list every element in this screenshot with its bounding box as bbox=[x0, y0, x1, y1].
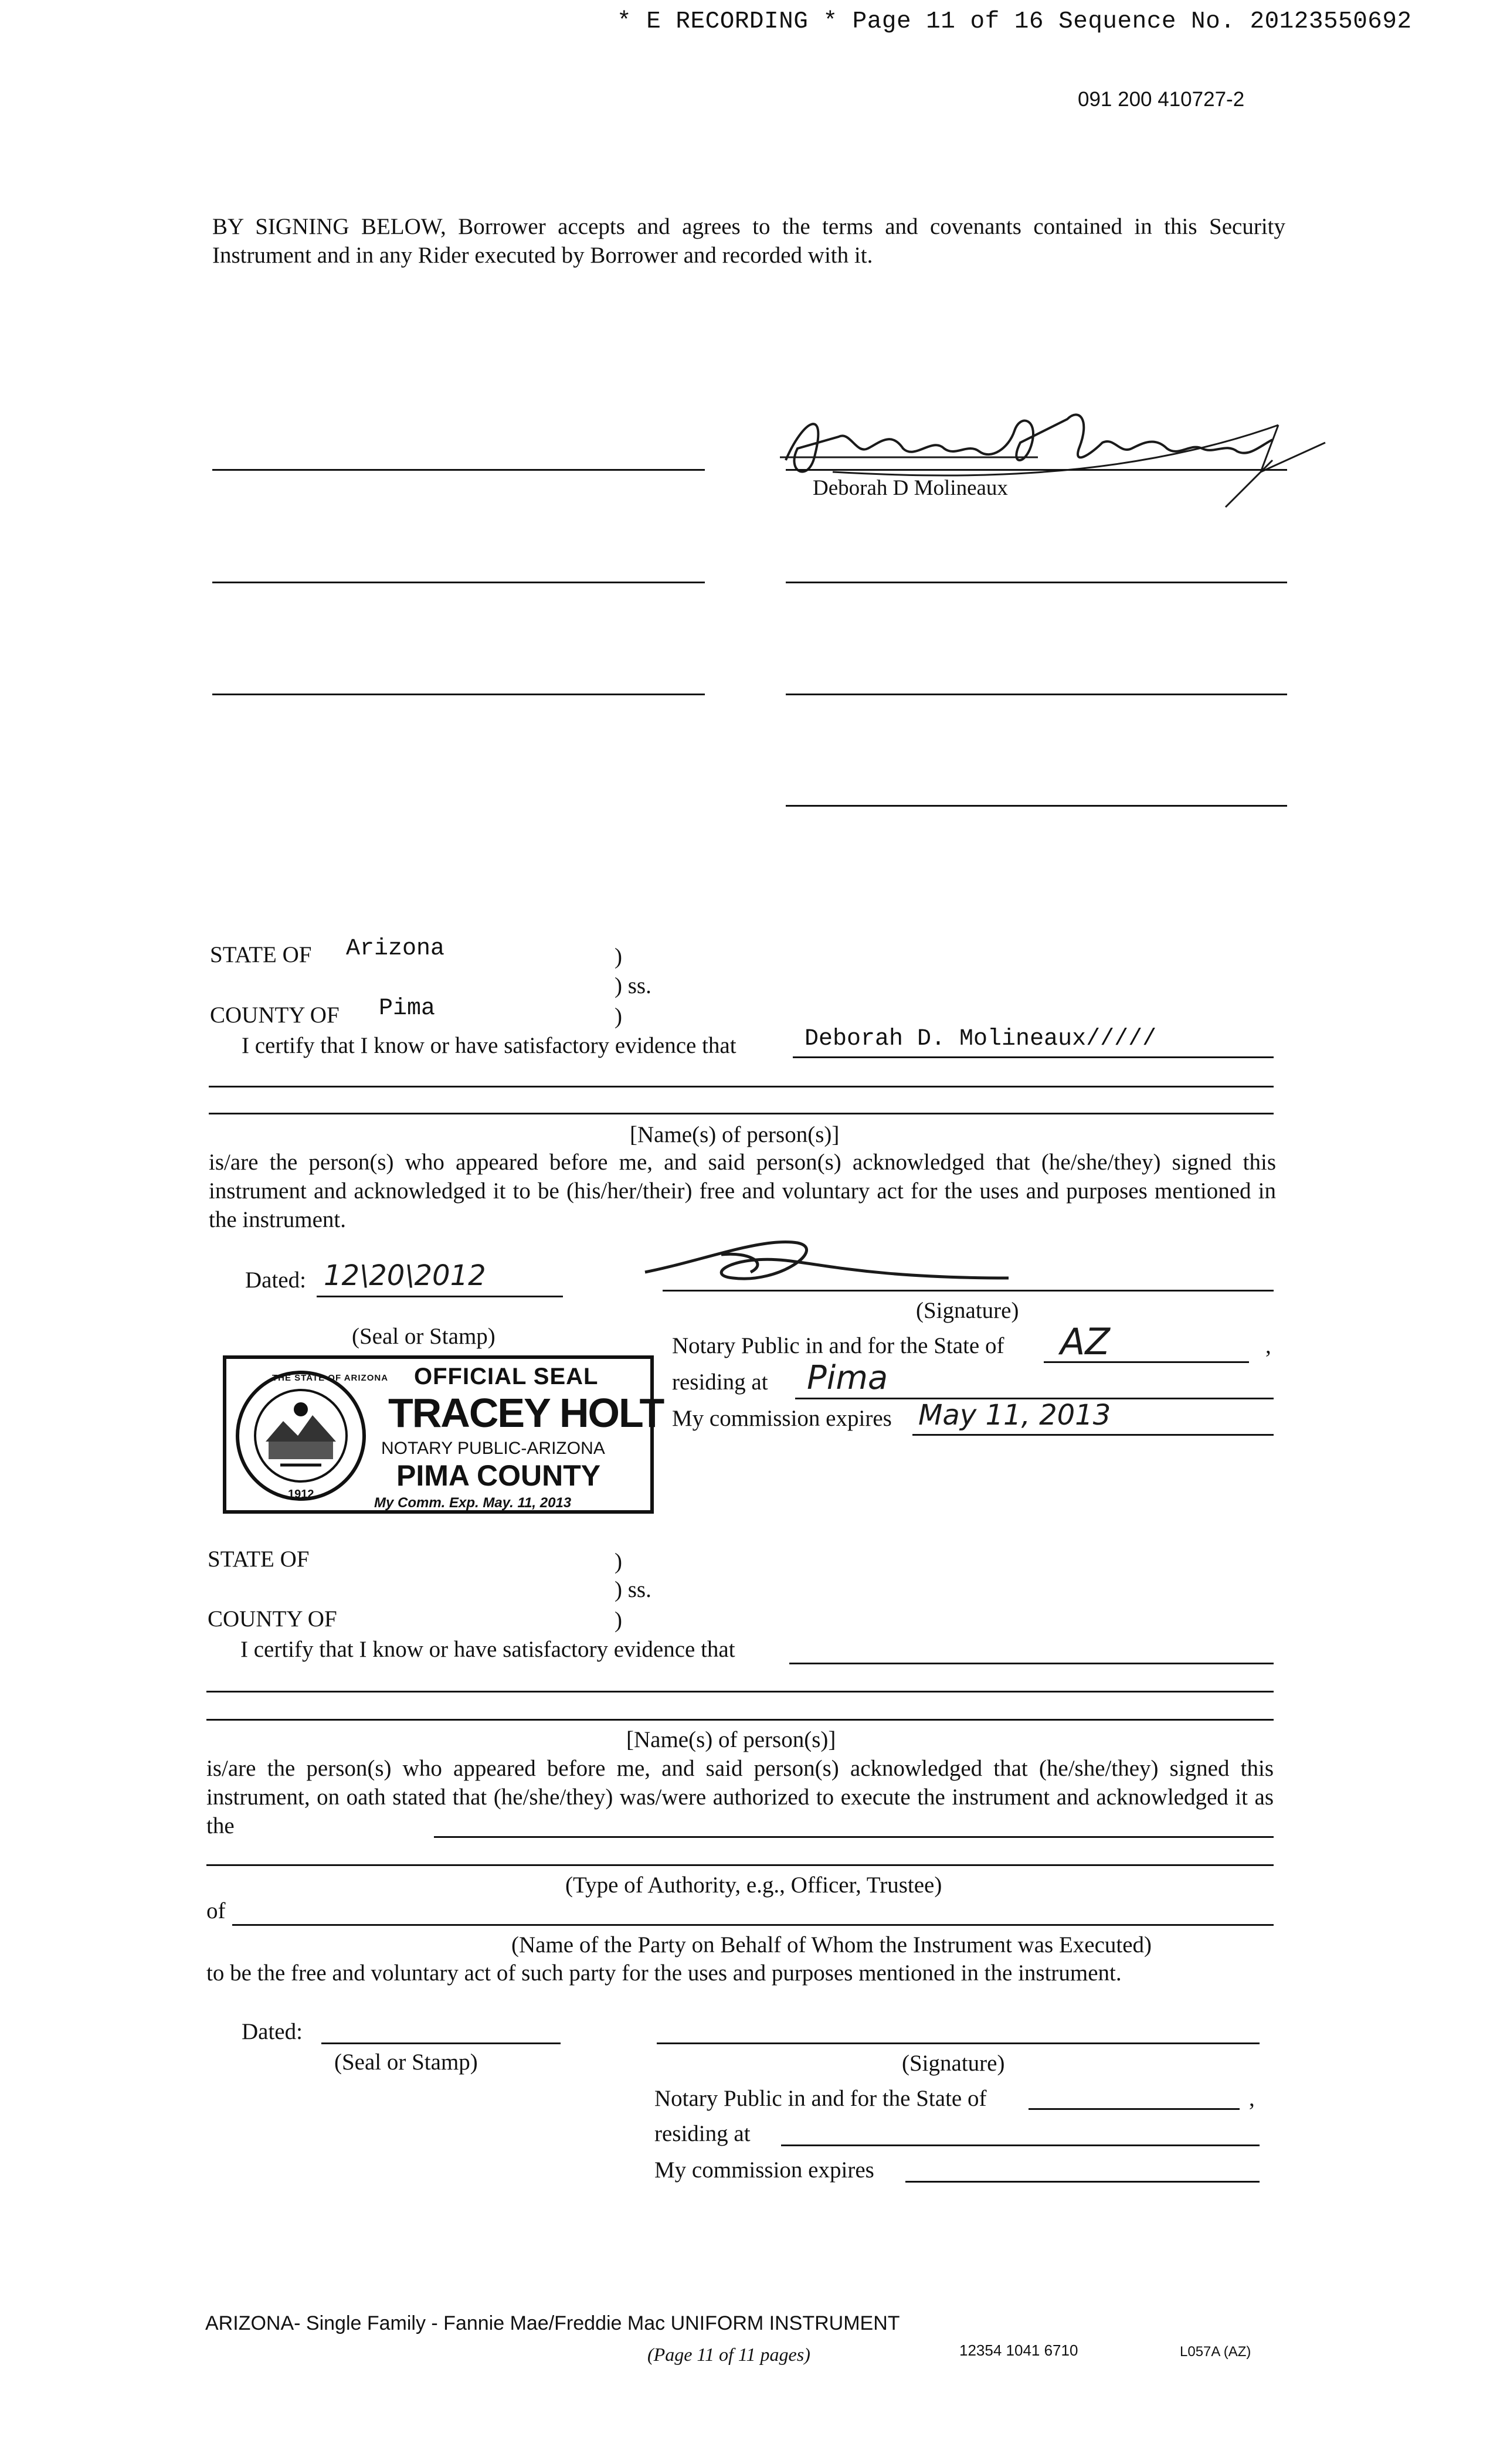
signature-line-left-1 bbox=[212, 469, 705, 471]
ack2-commission-line bbox=[905, 2181, 1260, 2183]
ack2-authority-line-1 bbox=[434, 1836, 1274, 1838]
ack1-paren-1: ) bbox=[615, 944, 622, 969]
ack1-body: is/are the person(s) who appeared before me, and said person(s) acknowledged that (he/she/they) signed this instrument and acknowledged it to be (his/her/their) free and voluntary act for the uses and purposes mentioned in the instrument. bbox=[209, 1150, 1276, 1232]
signing-statement-lead: BY SIGNING BELOW, bbox=[212, 214, 446, 239]
signature-line-right-4 bbox=[786, 805, 1287, 807]
seal-ring-text: THE STATE OF ARIZONA bbox=[272, 1373, 389, 1383]
seal-title: OFFICIAL SEAL bbox=[414, 1364, 599, 1389]
ack2-body: is/are the person(s) who appeared before me, and said person(s) acknowledged that (he/she/they) signed this instrument, on oath stated that (he/she/they) was/were authorized to execute the instrument and acknowledged it as the bbox=[206, 1756, 1274, 1838]
ack2-names-line-2 bbox=[206, 1691, 1274, 1692]
ack1-county-label: COUNTY OF bbox=[210, 1002, 340, 1028]
ack2-of-label: of bbox=[206, 1898, 226, 1923]
ack1-ss: ) ss. bbox=[615, 973, 651, 998]
footer-form-title: ARIZONA- Single Family - Fannie Mae/Freddie Mac UNIFORM INSTRUMENT bbox=[205, 2312, 900, 2334]
seal-name: TRACEY HOLT bbox=[388, 1390, 664, 1436]
ack1-residing-label: residing at bbox=[672, 1369, 768, 1395]
signature-line-left-2 bbox=[212, 582, 705, 583]
arizona-state-seal-icon bbox=[233, 1368, 368, 1503]
ack1-names-caption: [Name(s) of person(s)] bbox=[630, 1122, 840, 1147]
ack1-county-value: Pima bbox=[379, 995, 436, 1022]
signing-statement bbox=[212, 212, 1285, 270]
ack2-signature-line bbox=[657, 2042, 1260, 2044]
ack1-commission-line bbox=[912, 1434, 1274, 1436]
seal-county: PIMA COUNTY bbox=[396, 1459, 601, 1492]
ack2-dated-label: Dated: bbox=[242, 2019, 303, 2044]
ack1-signature-line bbox=[663, 1290, 1274, 1292]
footer-page-note: (Page 11 of 11 pages) bbox=[647, 2344, 810, 2365]
seal-expiry: My Comm. Exp. May. 11, 2013 bbox=[374, 1495, 572, 1511]
ack2-ss: ) ss. bbox=[615, 1577, 651, 1602]
ack2-party-caption: (Name of the Party on Behalf of Whom the Instrument was Executed) bbox=[511, 1932, 1152, 1957]
ack1-names-line-3 bbox=[209, 1113, 1274, 1114]
ack2-notary-state-line bbox=[1029, 2108, 1240, 2110]
footer-form-code: L057A (AZ) bbox=[1180, 2344, 1251, 2360]
ack1-signature-caption: (Signature) bbox=[916, 1298, 1019, 1323]
signature-line-right-2 bbox=[786, 582, 1287, 583]
notary-signature bbox=[633, 1219, 1044, 1301]
ack1-notary-state-value: AZ bbox=[1060, 1320, 1110, 1363]
ack2-residing-label: residing at bbox=[654, 2121, 751, 2146]
signing-statement-text: Borrower accepts and agrees to the terms and covenants contained in this Security Instrument and in any Rider executed by Borrower and recorded with it. bbox=[212, 214, 1286, 268]
ack1-names-value: Deborah D. Molineaux///// bbox=[805, 1026, 1157, 1052]
ack1-names-line-1 bbox=[793, 1056, 1274, 1058]
ack2-dated-line bbox=[321, 2042, 561, 2044]
ack1-seal-caption: (Seal or Stamp) bbox=[352, 1324, 495, 1349]
ack2-certify: I certify that I know or have satisfactory evidence that bbox=[240, 1637, 735, 1662]
borrower-signature bbox=[762, 384, 1349, 525]
ack1-commission-label: My commission expires bbox=[672, 1406, 892, 1431]
ack1-dated-label: Dated: bbox=[245, 1267, 306, 1293]
ack1-dated-line bbox=[317, 1296, 563, 1297]
footer-doc-number: 12354 1041 6710 bbox=[959, 2341, 1078, 2359]
loan-number: 091 200 410727-2 bbox=[1078, 88, 1245, 111]
ack1-notary-state-label: Notary Public in and for the State of bbox=[672, 1333, 1004, 1358]
ack1-names-line-2 bbox=[209, 1086, 1274, 1087]
ack2-authority-caption: (Type of Authority, e.g., Officer, Trustee) bbox=[565, 1872, 942, 1898]
ack1-paren-3: ) bbox=[615, 1004, 622, 1029]
ack2-closing: to be the free and voluntary act of such party for the uses and purposes mentioned in the instrument. bbox=[206, 1960, 1122, 1986]
ack2-state-label: STATE OF bbox=[208, 1547, 310, 1572]
ack1-residing-value: Pima bbox=[807, 1359, 888, 1397]
ack2-notary-comma: , bbox=[1249, 2086, 1255, 2111]
ack2-paren-1: ) bbox=[615, 1549, 622, 1574]
seal-year: 1912 bbox=[288, 1488, 314, 1501]
ack1-commission-value: May 11, 2013 bbox=[918, 1399, 1111, 1432]
recording-header: * E RECORDING * Page 11 of 16 Sequence No. 20123550692 bbox=[617, 8, 1412, 35]
ack2-authority-line-2 bbox=[206, 1864, 1274, 1866]
borrower-name: Deborah D Molineaux bbox=[813, 476, 1008, 500]
seal-role: NOTARY PUBLIC-ARIZONA bbox=[381, 1439, 605, 1458]
ack1-notary-state-line bbox=[1044, 1361, 1249, 1363]
ack2-names-line-3 bbox=[206, 1719, 1274, 1721]
signature-line-right-1 bbox=[786, 469, 1287, 471]
ack2-names-caption: [Name(s) of person(s)] bbox=[626, 1727, 836, 1752]
ack2-seal-caption: (Seal or Stamp) bbox=[334, 2050, 478, 2075]
ack2-residing-line bbox=[781, 2144, 1260, 2146]
signature-line-right-3 bbox=[786, 694, 1287, 695]
ack1-dated-value: 12\20\2012 bbox=[324, 1259, 486, 1292]
ack1-state-value: Arizona bbox=[346, 936, 445, 962]
signature-line-left-3 bbox=[212, 694, 705, 695]
ack2-commission-label: My commission expires bbox=[654, 2157, 874, 2183]
ack1-state-label: STATE OF bbox=[210, 942, 312, 967]
ack1-certify: I certify that I know or have satisfactory evidence that bbox=[242, 1033, 736, 1058]
ack2-party-line bbox=[232, 1924, 1274, 1926]
ack2-county-label: COUNTY OF bbox=[208, 1606, 337, 1632]
notary-seal-stamp bbox=[223, 1355, 664, 1514]
ack2-paren-3: ) bbox=[615, 1607, 622, 1633]
ack2-notary-state-label: Notary Public in and for the State of bbox=[654, 2086, 987, 2111]
ack2-names-line-1 bbox=[789, 1663, 1274, 1664]
ack2-signature-caption: (Signature) bbox=[902, 2051, 1005, 2076]
ack1-notary-comma: , bbox=[1265, 1333, 1271, 1358]
